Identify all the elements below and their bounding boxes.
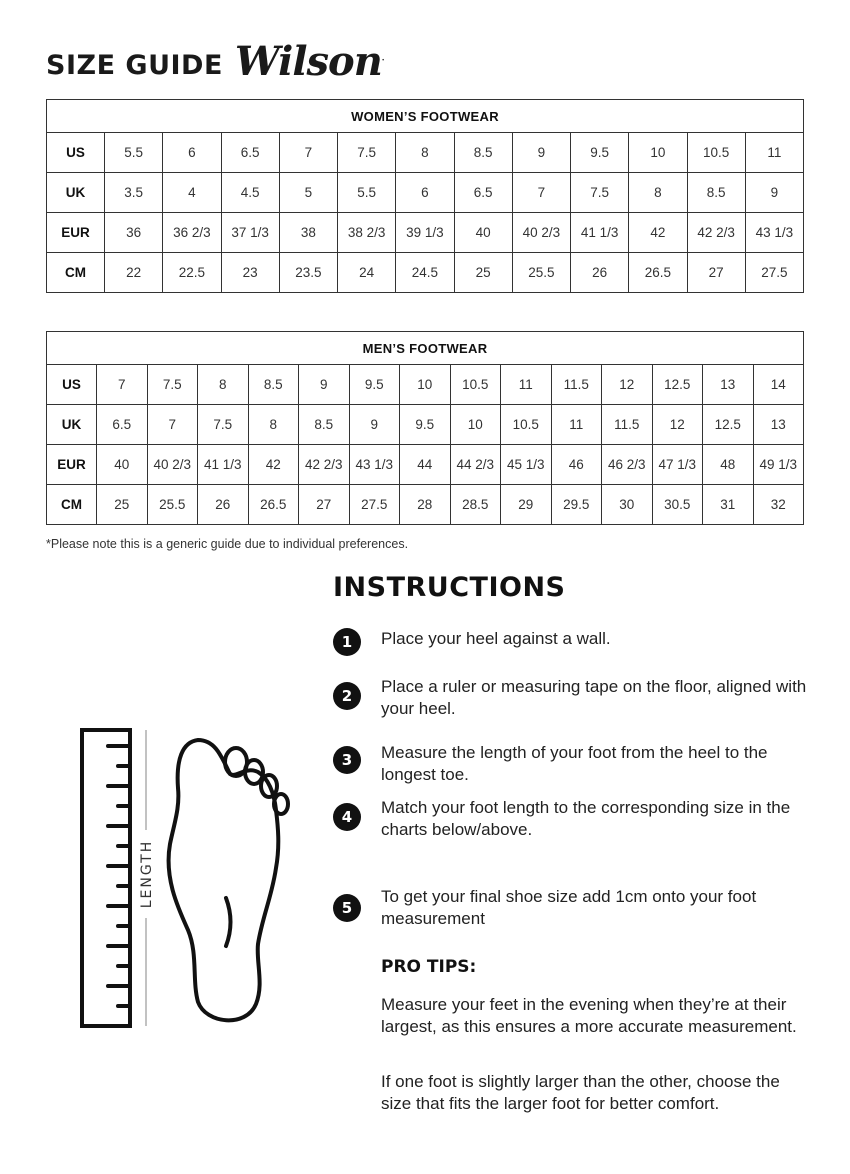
- size-cell: 30.5: [652, 485, 703, 525]
- size-cell: 8.5: [687, 173, 745, 213]
- size-cell: 22: [105, 253, 163, 293]
- size-cell: 23.5: [279, 253, 337, 293]
- size-cell: 6: [163, 133, 221, 173]
- size-row-us: [47, 133, 804, 173]
- step-number-icon: 1: [333, 628, 361, 656]
- size-cell: 10.5: [687, 133, 745, 173]
- size-cell: 37 1/3: [221, 213, 279, 253]
- instructions-title: INSTRUCTIONS: [333, 572, 566, 603]
- size-cell: 5: [279, 173, 337, 213]
- size-cell: 11.5: [602, 405, 653, 445]
- size-cell: 6.5: [454, 173, 512, 213]
- size-cell: 4.5: [221, 173, 279, 213]
- size-cell: 46 2/3: [602, 445, 653, 485]
- instruction-step-1: [333, 628, 813, 656]
- size-cell: 10: [400, 365, 451, 405]
- size-cell: 7: [97, 365, 148, 405]
- size-cell: 7.5: [198, 405, 249, 445]
- row-label: US: [47, 133, 105, 173]
- size-cell: 7.5: [571, 173, 629, 213]
- brand-name: Wilson: [234, 38, 382, 85]
- size-cell: 6.5: [221, 133, 279, 173]
- size-cell: 49 1/3: [753, 445, 804, 485]
- row-label: CM: [47, 485, 97, 525]
- row-label: US: [47, 365, 97, 405]
- size-cell: 6: [396, 173, 454, 213]
- page-title: SIZE GUIDE: [46, 50, 223, 81]
- illustration-svg: [70, 718, 310, 1038]
- size-cell: 22.5: [163, 253, 221, 293]
- size-cell: 5.5: [105, 133, 163, 173]
- size-cell: 24: [338, 253, 396, 293]
- size-cell: 48: [703, 445, 754, 485]
- size-cell: 12: [602, 365, 653, 405]
- size-cell: 29: [501, 485, 552, 525]
- size-cell: 44 2/3: [450, 445, 501, 485]
- size-cell: 25.5: [147, 485, 198, 525]
- step-number-icon: 5: [333, 894, 361, 922]
- size-cell: 8.5: [248, 365, 299, 405]
- size-cell: 42 2/3: [687, 213, 745, 253]
- size-cell: 10: [450, 405, 501, 445]
- size-cell: 7: [147, 405, 198, 445]
- size-cell: 10.5: [450, 365, 501, 405]
- size-cell: 12: [652, 405, 703, 445]
- step-number-icon: 2: [333, 682, 361, 710]
- pro-tip-2: If one foot is slightly larger than the other, choose the size that fits the larger foot for better comfort.: [381, 1072, 780, 1113]
- size-cell: 25: [454, 253, 512, 293]
- size-cell: 25: [97, 485, 148, 525]
- size-row-uk: [47, 405, 804, 445]
- size-cell: 10.5: [501, 405, 552, 445]
- size-cell: 14: [753, 365, 804, 405]
- row-label: EUR: [47, 445, 97, 485]
- ruler-icon: [82, 730, 130, 1026]
- size-cell: 46: [551, 445, 602, 485]
- step-text: Place your heel against a wall.: [381, 629, 611, 648]
- size-cell: 9: [512, 133, 570, 173]
- size-row-eur: [47, 445, 804, 485]
- size-cell: 27.5: [349, 485, 400, 525]
- size-cell: 11: [551, 405, 602, 445]
- size-cell: 36 2/3: [163, 213, 221, 253]
- instruction-step-2: [333, 676, 813, 720]
- size-cell: 31: [703, 485, 754, 525]
- mens-table-caption: MEN’S FOOTWEAR: [47, 332, 804, 365]
- size-cell: 40: [97, 445, 148, 485]
- size-cell: 38: [279, 213, 337, 253]
- step-number-icon: 4: [333, 803, 361, 831]
- length-label: LENGTH: [139, 839, 155, 909]
- size-cell: 27.5: [745, 253, 803, 293]
- size-cell: 41 1/3: [571, 213, 629, 253]
- size-cell: 27: [687, 253, 745, 293]
- size-cell: 11: [501, 365, 552, 405]
- size-cell: 8.5: [454, 133, 512, 173]
- size-row-cm: [47, 253, 804, 293]
- size-cell: 42: [629, 213, 687, 253]
- size-cell: 11: [745, 133, 803, 173]
- size-cell: 41 1/3: [198, 445, 249, 485]
- size-cell: 43 1/3: [745, 213, 803, 253]
- size-cell: 9: [349, 405, 400, 445]
- size-cell: 45 1/3: [501, 445, 552, 485]
- size-cell: 8: [629, 173, 687, 213]
- row-label: UK: [47, 173, 105, 213]
- size-cell: 4: [163, 173, 221, 213]
- size-row-uk: [47, 173, 804, 213]
- size-cell: 38 2/3: [338, 213, 396, 253]
- size-cell: 12.5: [652, 365, 703, 405]
- row-label: CM: [47, 253, 105, 293]
- womens-table-caption: WOMEN’S FOOTWEAR: [47, 100, 804, 133]
- size-cell: 8: [248, 405, 299, 445]
- size-cell: 8: [396, 133, 454, 173]
- size-cell: 13: [753, 405, 804, 445]
- size-cell: 9.5: [571, 133, 629, 173]
- size-cell: 13: [703, 365, 754, 405]
- size-cell: 44: [400, 445, 451, 485]
- step-text: Place a ruler or measuring tape on the floor, aligned with your heel.: [381, 677, 807, 718]
- size-cell: 8.5: [299, 405, 350, 445]
- size-cell: 9: [299, 365, 350, 405]
- size-cell: 40 2/3: [512, 213, 570, 253]
- size-cell: 23: [221, 253, 279, 293]
- size-cell: 42 2/3: [299, 445, 350, 485]
- size-cell: 7.5: [147, 365, 198, 405]
- size-cell: 29.5: [551, 485, 602, 525]
- size-cell: 24.5: [396, 253, 454, 293]
- size-cell: 32: [753, 485, 804, 525]
- size-cell: 9.5: [349, 365, 400, 405]
- size-cell: 30: [602, 485, 653, 525]
- size-cell: 7: [279, 133, 337, 173]
- size-cell: 40 2/3: [147, 445, 198, 485]
- size-cell: 26: [198, 485, 249, 525]
- row-label: EUR: [47, 213, 105, 253]
- womens-size-table: [46, 99, 804, 293]
- size-cell: 11.5: [551, 365, 602, 405]
- pro-tips-title: PRO TIPS:: [381, 957, 477, 977]
- page-header: [46, 38, 384, 85]
- foot-measure-illustration: [70, 718, 310, 1038]
- size-cell: 10: [629, 133, 687, 173]
- size-cell: 7.5: [338, 133, 396, 173]
- row-label: UK: [47, 405, 97, 445]
- step-text: Measure the length of your foot from the heel to the longest toe.: [381, 743, 768, 784]
- instruction-step-5: [333, 886, 813, 930]
- pro-tip-1: Measure your feet in the evening when they’re at their largest, as this ensures a more accurate measurement.: [381, 995, 797, 1036]
- size-cell: 28: [400, 485, 451, 525]
- size-cell: 27: [299, 485, 350, 525]
- size-cell: 42: [248, 445, 299, 485]
- size-cell: 26.5: [629, 253, 687, 293]
- size-cell: 26: [571, 253, 629, 293]
- size-cell: 8: [198, 365, 249, 405]
- size-cell: 36: [105, 213, 163, 253]
- mens-size-table: [46, 331, 804, 525]
- size-cell: 7: [512, 173, 570, 213]
- disclaimer-note: *Please note this is a generic guide due to individual preferences.: [46, 537, 409, 551]
- size-cell: 9.5: [400, 405, 451, 445]
- size-cell: 9: [745, 173, 803, 213]
- step-number-icon: 3: [333, 746, 361, 774]
- size-cell: 39 1/3: [396, 213, 454, 253]
- size-cell: 6.5: [97, 405, 148, 445]
- step-text: Match your foot length to the corresponding size in the charts below/above.: [381, 798, 791, 839]
- size-row-eur: [47, 213, 804, 253]
- size-cell: 26.5: [248, 485, 299, 525]
- size-row-cm: [47, 485, 804, 525]
- foot-icon: [169, 740, 288, 1020]
- instruction-step-3: [333, 742, 813, 786]
- size-cell: 12.5: [703, 405, 754, 445]
- size-cell: 28.5: [450, 485, 501, 525]
- wilson-logo: Wilson.: [234, 38, 384, 85]
- size-cell: 40: [454, 213, 512, 253]
- instruction-step-4: [333, 797, 813, 841]
- size-row-us: [47, 365, 804, 405]
- size-cell: 47 1/3: [652, 445, 703, 485]
- step-text: To get your final shoe size add 1cm onto your foot measurement: [381, 887, 757, 928]
- size-cell: 25.5: [512, 253, 570, 293]
- size-cell: 5.5: [338, 173, 396, 213]
- size-cell: 43 1/3: [349, 445, 400, 485]
- size-cell: 3.5: [105, 173, 163, 213]
